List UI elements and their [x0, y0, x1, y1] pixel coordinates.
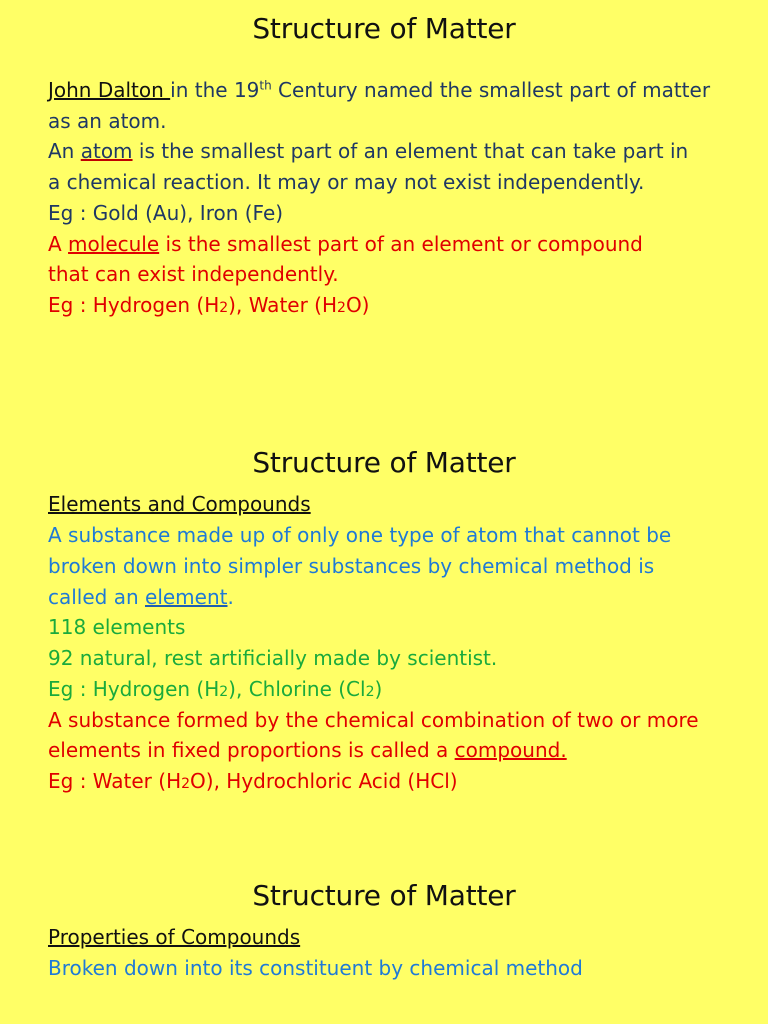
cmp-eg-b: O), Hydrochloric Acid (HCl): [190, 769, 458, 793]
mol-eg-sub1: 2: [219, 300, 229, 316]
compound-example: [48, 768, 458, 797]
atom-example: Eg : Gold (Au), Iron (Fe): [48, 201, 284, 225]
molecule-pre: A: [48, 232, 69, 256]
element-natural: 92 natural, rest artificially made by scientist.: [48, 646, 498, 670]
mol-eg-sub2: 2: [337, 300, 346, 316]
molecule-line-1: [48, 231, 643, 257]
element-def-line-2: broken down into simpler substances by chemical method is: [48, 554, 655, 578]
dalton-superscript: th: [259, 78, 272, 93]
dalton-line-1: [48, 77, 710, 103]
cmp-eg-sub: 2: [181, 776, 191, 792]
el-eg-c: ): [374, 677, 383, 701]
molecule-post: is the smallest part of an element or compound: [159, 232, 643, 256]
compound-def-line-1: A substance formed by the chemical combination of two or more: [48, 708, 699, 732]
element-example: [48, 676, 382, 705]
slide-2-title: Structure of Matter: [252, 446, 516, 479]
properties-heading: Properties of Compounds: [48, 925, 301, 949]
element-word: element: [145, 585, 228, 609]
molecule-line-2: that can exist independently.: [48, 262, 339, 286]
element-post: .: [227, 585, 234, 609]
atom-pre: An: [48, 139, 81, 163]
el-eg-b: ), Chlorine (Cl: [228, 677, 366, 701]
compound-pre: elements in fixed proportions is called a: [48, 738, 455, 762]
slide-3-title: Structure of Matter: [252, 879, 516, 912]
element-pre: called an: [48, 585, 146, 609]
atom-line-1: [48, 138, 688, 164]
element-def-line-1: A substance made up of only one type of atom that cannot be: [48, 523, 672, 547]
element-count: 118 elements: [48, 615, 186, 639]
mol-eg-a: Eg : Hydrogen (H: [48, 293, 220, 317]
dalton-text-a: in the 19: [170, 78, 260, 102]
properties-line-1: Broken down into its constituent by chemical method: [48, 956, 583, 980]
element-def-line-3: [48, 584, 234, 610]
dalton-name: John Dalton: [48, 78, 171, 102]
el-eg-sub2: 2: [365, 684, 375, 700]
dalton-text-b: Century named the smallest part of matter: [271, 78, 711, 102]
atom-line-2: a chemical reaction. It may or may not exist independently.: [48, 170, 645, 194]
dalton-line-2: as an atom.: [48, 109, 167, 133]
compound-def-line-2: [48, 737, 567, 763]
atom-word: atom: [80, 139, 133, 163]
mol-eg-b: ), Water (H: [228, 293, 338, 317]
compound-word: compound.: [454, 738, 567, 762]
slide-1-title: Structure of Matter: [252, 12, 516, 45]
mol-eg-c: O): [345, 293, 370, 317]
elements-compounds-heading: Elements and Compounds: [48, 492, 311, 516]
el-eg-a: Eg : Hydrogen (H: [48, 677, 220, 701]
cmp-eg-a: Eg : Water (H: [48, 769, 182, 793]
atom-post: is the smallest part of an element that can take part in: [132, 139, 689, 163]
molecule-word: molecule: [68, 232, 160, 256]
molecule-example: [48, 292, 369, 321]
el-eg-sub1: 2: [219, 684, 229, 700]
